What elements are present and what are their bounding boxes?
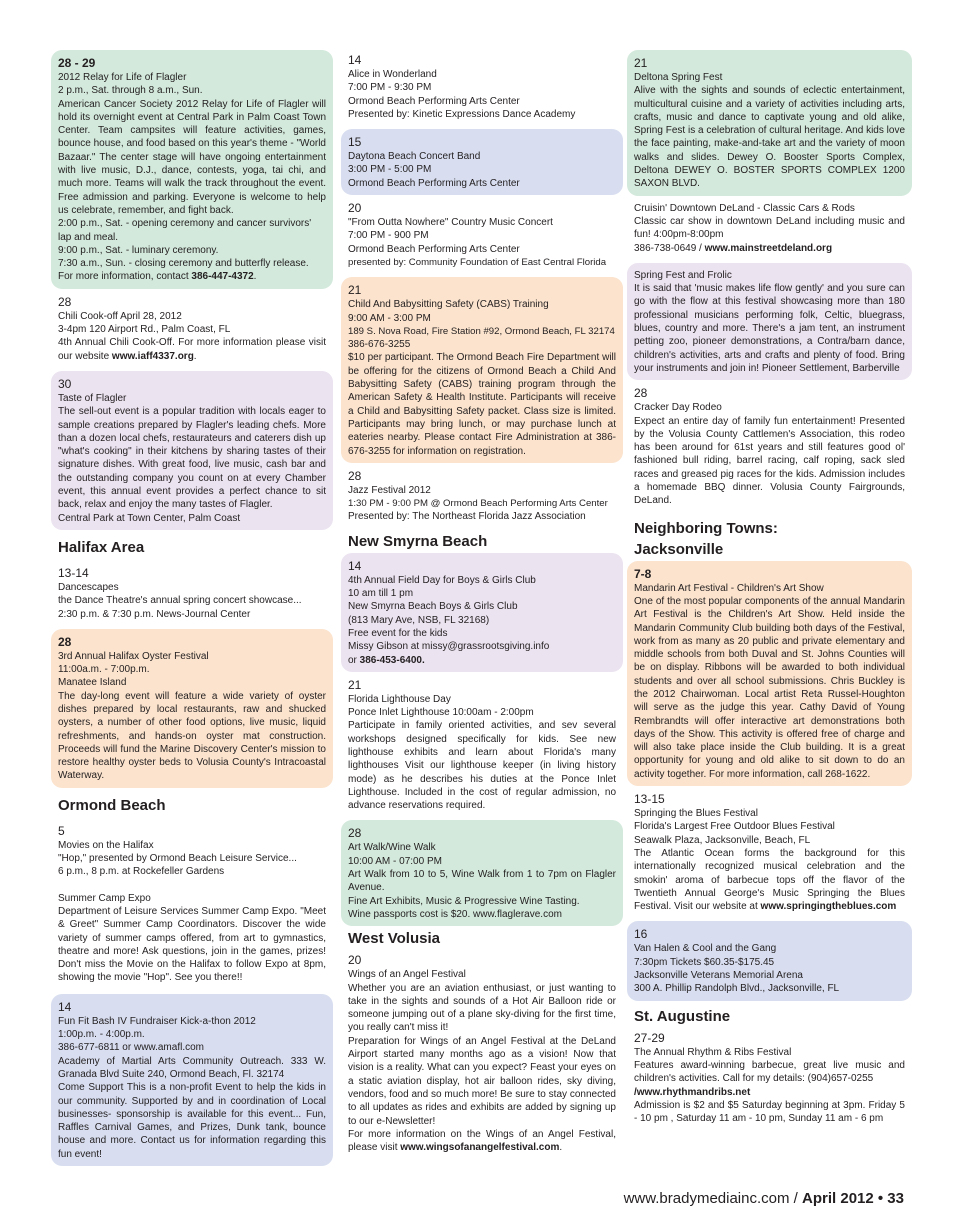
event-line: 6 p.m., 8 p.m. at Rockefeller Gardens (58, 866, 225, 878)
event-description: Department of Leisure Services Summer Camp Expo. "Meet & Greet" Summer Camp Coordinators. Discover the wide variety of summer camps offered, from art to gymnastics, theatre and more! Ask questions, join in the games, prizes! Don't miss the Movie on the Halifax to follow Expo at 8pm, showing the movie "Hop". See you there!! (58, 905, 326, 984)
footer-separator: / (789, 1190, 803, 1207)
event-location: Central Park at Town Center, Palm Coast (58, 512, 241, 524)
website-link[interactable]: www.mainstreetdeland.org (704, 242, 833, 254)
event-line: 386-677-6811 or www.amafl.com (58, 1042, 204, 1054)
event-description: Academy of Martial Arts Community Outreach. 333 W. Granada Blvd Suite 240, Ormond Beach, Fl. 32174 (58, 1055, 326, 1080)
event-description: Whether you are an aviation enthusiast, or just wanting to take in the sights and sounds of a Hot Air Balloon ride or someone jumping out of a plane sky-diving for the first time, you really can't miss it! (348, 982, 616, 1034)
event-springing-blues (627, 789, 912, 918)
event-line: Jazz Festival 2012 (348, 484, 431, 496)
event-description: Alive with the sights and sounds of eclectic entertainment, multicultural cuisine and a variety of activities including arts, crafts, music and dance to captivate young and old alike, Spring Fest is a celebration of cultural heritage. And kids love the face painting, make-and-take art and the variety of moon walks and slides. Dewey O. Booster Sports Complex, Deltona DEWEY O. BOSTER SPORTS COMPLEX 1200 SAXON BLVD. (634, 85, 905, 190)
event-line: Chili Cook-off April 28, 2012 (58, 310, 182, 322)
event-title: Summer Camp Expo (58, 892, 151, 904)
event-line: 2012 Relay for Life of Flagler (58, 72, 187, 83)
website-link[interactable]: /www.rhythmandribs.net (634, 1086, 751, 1098)
event-contact (634, 242, 905, 255)
event-line: Presented by: Kinetic Expressions Dance Academy (348, 108, 576, 120)
event-line: 7:00 PM - 900 PM (348, 230, 429, 242)
event-line: Ponce Inlet Lighthouse 10:00am - 2:00pm (348, 707, 534, 719)
website-link[interactable]: www.iaff4337.org (111, 350, 194, 362)
event-line: Fine Art Exhibits, Music & Progressive Wine Tasting. (348, 895, 580, 907)
event-line: (813 Mary Ave, NSB, FL 32168) (348, 614, 490, 626)
event-date: 14 (348, 53, 362, 67)
event-date: 21 (348, 677, 362, 692)
event-relay-for-life (51, 50, 333, 289)
event-line: Wine passports cost is $20. www.flaglerave.com (348, 908, 562, 920)
event-title: The Annual Rhythm & Ribs Festival (634, 1046, 792, 1058)
event-line: 2:00 p.m., Sat. - opening ceremony and cancer survivors' lap and meal. (58, 218, 312, 243)
event-description: One of the most popular components of the annual Mandarin Art Festival is the Children's Art Show. Held inside the Mandarin Community Club building both days of the Festival, work from as many as 20 public and private elementary and middle schools from both Duval and St. Johns Counties will be on display. Ribbons will be awarded to both individual students and over all school submissions. Chris Buckley is the 2012 Chairwoman. Local artist Reta Russel-Houghton will serve as the judge this year. Cathy David of Young Rembrandts will offer interactive art demonstrations both days of the Show. This activity is offered free of charge and will also take place inside the Club building. It is a great opportunity for young and old alike to sit down to do an activity together. For more information, call 268-1622. (634, 595, 905, 780)
event-line: 10:00 AM - 07:00 PM (348, 855, 442, 867)
column-1 (51, 50, 333, 1169)
event-line: 4th Annual Field Day for Boys & Girls Club (348, 574, 536, 586)
event-description: The day-long event will feature a wide variety of oyster dishes prepared by local restaurants, raw and shucked oysters, a number of other food options, live music, liquid refreshments, and hands-on oyster mat construction. Proceeds will fund the Marine Discovery Center's mission to restore healthy oyster beds to Volusia County's Intracoastal Waterway. (58, 690, 326, 782)
event-description: Participate in family oriented activities, and sev several workshops designed specifically for kids. See new lighthouse exhibits and learn about Florida's many lighthouses Visit our lighthouse keeper (in living history mode) as he describes his duties at the Ponce Inlet Lighthouse. Included in the cost of regular admission, no advance reservations required. (348, 720, 616, 812)
event-contact (58, 270, 326, 283)
description-suffix: . (193, 350, 197, 362)
event-date: 13-15 (634, 792, 665, 807)
event-outta-nowhere (341, 198, 623, 274)
event-cruisin-deland (627, 199, 912, 260)
event-line: Florida's Largest Free Outdoor Blues Festival (634, 821, 835, 833)
event-line: Manatee Island (58, 677, 127, 689)
event-cabs-training (341, 277, 623, 463)
event-date: 28 (58, 634, 72, 649)
event-title: Spring Fest and Frolic (634, 269, 732, 281)
event-description: Art Walk from 10 to 5, Wine Walk from 1 to 7pm on Flagler Avenue. (348, 869, 616, 894)
section-heading-neighboring: Neighboring Towns: (634, 519, 778, 537)
event-field-day (341, 553, 623, 672)
event-description (348, 1128, 616, 1155)
contact-phone: 386-453-6400. (359, 654, 425, 666)
event-taste-of-flagler (51, 371, 333, 530)
event-date: 28 (634, 386, 648, 401)
section-heading-ormond: Ormond Beach (58, 796, 166, 814)
event-description: Features award-winning barbecue, great live music and children's activities. Call for my details: (904)657-0255 (634, 1059, 905, 1085)
event-concert-band (341, 129, 623, 195)
event-deltona-spring-fest (627, 50, 912, 196)
page-footer (624, 1190, 904, 1208)
event-description: Come Support This is a non-profit Event to help the kids in our community. Supported by and in coordination of Local businesses- sponsorship is available for this event... Fun, Raffles Carnival Games, and Prizes, Dunk tank, bounce house and more. Contact us for information regarding this fun event! (58, 1082, 326, 1160)
event-date: 13-14 (58, 565, 89, 580)
event-date: 28 (348, 468, 362, 483)
section-heading-halifax: Halifax Area (58, 538, 145, 556)
contact-phone: 386-447-4372 (191, 271, 254, 283)
event-line: 386-676-3255 (348, 339, 411, 351)
event-line: Ormond Beach Performing Arts Center (348, 177, 520, 189)
event-line: New Smyrna Beach Boys & Girls Club (348, 601, 518, 613)
event-line: 1:00p.m. - 4:00p.m. (58, 1029, 145, 1041)
event-movies-halifax (51, 821, 333, 990)
event-line: 1:30 PM - 9:00 PM @ Ormond Beach Performing Arts Center (348, 498, 608, 510)
description-text: 4th Annual Chili Cook-Off. For more information please visit our website (58, 337, 326, 362)
event-line: 300 A. Phillip Randolph Blvd., Jacksonville, FL (634, 983, 840, 995)
event-chili-cookoff (51, 292, 333, 368)
event-line: presented by: Community Foundation of East Central Florida (348, 256, 607, 268)
website-link[interactable]: www.springingtheblues.com (760, 901, 897, 913)
event-line: the Dance Theatre's annual spring concert showcase... (58, 595, 302, 607)
event-line: 189 S. Nova Road, Fire Station #92, Ormond Beach, FL 32174 (348, 325, 615, 337)
website-link[interactable]: www.wingsofanangelfestival.com (400, 1142, 560, 1154)
event-line: "From Outta Nowhere" Country Music Concert (348, 217, 553, 229)
event-line: Free event for the kids (348, 627, 448, 639)
event-line: Van Halen & Cool and the Gang (634, 943, 777, 955)
event-van-halen (627, 921, 912, 1000)
event-cracker-day-rodeo (627, 383, 912, 512)
event-rhythm-ribs (627, 1028, 912, 1131)
event-dancescapes (51, 563, 333, 626)
event-line: 3-4pm 120 Airport Rd., Palm Coast, FL (58, 324, 231, 336)
event-line: 11:00a.m. - 7:00p.m. (58, 664, 150, 676)
event-description (58, 336, 326, 363)
event-title: Mandarin Art Festival - Children's Art Show (634, 582, 824, 594)
event-date: 21 (348, 283, 362, 298)
event-line: 2 p.m., Sat. through 8 a.m., Sun. (58, 85, 203, 97)
event-description: Classic car show in downtown DeLand including music and fun! 4:00pm-8:00pm (634, 215, 905, 241)
event-line: "Hop," presented by Ormond Beach Leisure Service... (58, 853, 297, 865)
event-date: 27-29 (634, 1030, 665, 1045)
event-date: 28 (348, 826, 362, 841)
event-date: 16 (634, 927, 648, 942)
event-date: 14 (348, 558, 362, 573)
event-line: Daytona Beach Concert Band (348, 151, 481, 163)
event-line: 10 am till 1 pm (348, 588, 414, 600)
event-title: Deltona Spring Fest (634, 72, 723, 83)
event-title: Wings of an Angel Festival (348, 969, 466, 981)
event-description: Expect an entire day of family fun entertainment! Presented by the Volusia County Cattlemen's Association, this rodeo has been around for 61st years and still features good ol' fashioned bull riding, barrel racing, calf roping, sack sled races and greased pig races for the kids. Admission includes a homemade BBQ dinner. Volusia County Fairgrounds, DeLand. (634, 415, 905, 507)
event-description: Preparation for Wings of an Angel Festival at the DeLand Airport started many months ago as a vision! Now that vision is a reality. What can you expect? Feast your eyes on a static aviation display, hot air balloon rides, sky diving, vendors, food and so much more! Be sure to stay connected to all updates as rides and exhibits are added by signing up to our e-Newsletter! (348, 1035, 616, 1127)
contact-prefix: 386-738-0649 / (634, 242, 705, 254)
event-line: Alice in Wonderland (348, 69, 437, 80)
event-description: $10 per participant. The Ormond Beach Fire Department will be offering for the citizens of Ormond Beach a Child And Babysitting Safety (CABS) training program through the American Safety & Health Institute. Participants will receive a Child and Babysitting Safety packet. Class size is limited. Participants may bring lunch, or may purchase lunch at eateries nearby. Please contact Fire Administration at 386-676-3255 for information on registration. (348, 352, 616, 457)
event-date: 28 - 29 (58, 56, 96, 70)
event-alice-in-wonderland (341, 50, 623, 126)
column-3 (627, 50, 912, 1133)
event-date: 15 (348, 135, 362, 150)
event-date: 20 (348, 201, 362, 216)
section-heading-jacksonville: Jacksonville (634, 540, 724, 558)
section-heading-st-augustine: St. Augustine (634, 1007, 731, 1025)
event-line: Ormond Beach Performing Arts Center (348, 95, 520, 107)
event-spring-fest-frolic (627, 263, 912, 380)
event-date: 14 (58, 999, 72, 1014)
event-date: 21 (634, 56, 648, 70)
event-date: 30 (58, 376, 72, 391)
description-suffix: . (559, 1142, 563, 1154)
event-art-walk (341, 820, 623, 926)
event-line: 3:00 PM - 5:00 PM (348, 164, 432, 176)
event-jazz-festival (341, 466, 623, 529)
event-line: Presented by: The Northeast Florida Jazz Association (348, 511, 586, 523)
section-heading-new-smyrna: New Smyrna Beach (348, 532, 488, 550)
section-heading-west-volusia: West Volusia (348, 930, 440, 948)
event-line: 2:30 p.m. & 7:30 p.m. News-Journal Center (58, 608, 251, 620)
event-line: Art Walk/Wine Walk (348, 842, 436, 854)
event-line: Ormond Beach Performing Arts Center (348, 243, 520, 255)
contact-prefix: For more information, contact (58, 271, 192, 283)
event-oyster-festival (51, 629, 333, 788)
event-title: Taste of Flagler (58, 392, 127, 404)
column-2 (341, 50, 623, 1162)
description-text: For more information on the Wings of an Angel Festival, please visit (348, 1128, 616, 1154)
event-line: Fun Fit Bash IV Fundraiser Kick-a-thon 2012 (58, 1015, 256, 1027)
event-title: Cruisin' Downtown DeLand - Classic Cars & Rods (634, 202, 855, 214)
event-description: It is said that 'music makes life flow gently' and you sure can go with the flow at this festival showcasing more than 180 professional musicians performing folk, Celtic, bluegrass, blues, country and more. There's a jam tent, an instrument petting zoo, pioneer demonstrations, a Contra/barn dance, children's activities, arts and crafts and plenty of food. Bring your instruments and join in! Pioneer Settlement, Barberville (634, 283, 905, 374)
event-line: Springing the Blues Festival (634, 808, 758, 820)
event-line: 7:30 a.m., Sun. - closing ceremony and butterfly release. (58, 258, 309, 270)
event-lighthouse-day (341, 675, 623, 818)
event-line: 7:00 PM - 9:30 PM (348, 82, 432, 94)
event-date: 7-8 (634, 566, 652, 581)
event-line: Missy Gibson at missy@grassrootsgiving.info (348, 641, 550, 653)
event-description: American Cancer Society 2012 Relay for Life of Flagler will hold its overnight event at Central Park in Palm Coast Town Center. Team campsites will feature activities, games, bounce house, and food based on this year's theme - "World Bazaar." The center stage will have ongoing entertainment with live music, D.J., dance, contests, yoga, tai chi, and much more. Teams will walk the track throughout the event. Free admission and parking. Everyone is welcome to help us celebrate, remember, and fight back. (58, 98, 326, 216)
event-line: 9:00 p.m., Sat. - luminary ceremony. (58, 244, 219, 256)
spacer (58, 879, 326, 892)
event-line: 7:30pm Tickets $60.35-$175.45 (634, 956, 775, 968)
event-line: Jacksonville Veterans Memorial Arena (634, 970, 803, 982)
contact-suffix: . (253, 271, 257, 283)
event-date: 28 (58, 294, 72, 309)
event-description (634, 847, 905, 913)
event-date: 20 (348, 953, 362, 968)
event-contact (348, 654, 616, 667)
event-line: Dancescapes (58, 581, 119, 593)
event-line: Florida Lighthouse Day (348, 693, 451, 705)
description-text: The Atlantic Ocean forms the background for this internationally recognized musical celebration and the smokin' aroma of barbecue tops off the flavor of the Twentieth Annual George's Music Springing the Blues Festival. Visit our website at (634, 847, 905, 913)
event-line: Child And Babysitting Safety (CABS) Training (348, 299, 549, 311)
event-fun-fit-bash (51, 994, 333, 1166)
event-description: The sell-out event is a popular tradition with locals eager to sample creations prepared by Flagler's leading chefs. More than a dozen local chefs, restaurateurs and caterers dish up "what's cooking" in their kitchens by sharing tastes of their signature dishes. With great food, live music, cash bar and the outstanding company you count on at every Chamber event, this annual event provides a perfect chance to sit back, relax and enjoy the many tastes of Flagler. (58, 406, 326, 511)
footer-site[interactable]: www.bradymediainc.com (623, 1190, 790, 1207)
event-wings-of-angel (341, 950, 623, 1159)
or-prefix: or (348, 654, 360, 666)
event-description: Admission is $2 and $5 Saturday beginning at 3pm. Friday 5 - 10 pm , Saturday 11 am - 10 pm, Sunday 11 am - 6 pm (634, 1099, 905, 1125)
event-line: 3rd Annual Halifax Oyster Festival (58, 650, 209, 662)
footer-issue: April 2012 • 33 (802, 1190, 904, 1207)
event-line: Seawalk Plaza, Jacksonville, Beach, FL (634, 834, 811, 846)
event-mandarin-art-festival (627, 561, 912, 786)
event-line: 9:00 AM - 3:00 PM (348, 312, 431, 324)
event-title: Cracker Day Rodeo (634, 402, 722, 414)
event-line: Movies on the Halifax (58, 839, 154, 851)
event-date: 5 (58, 823, 65, 838)
